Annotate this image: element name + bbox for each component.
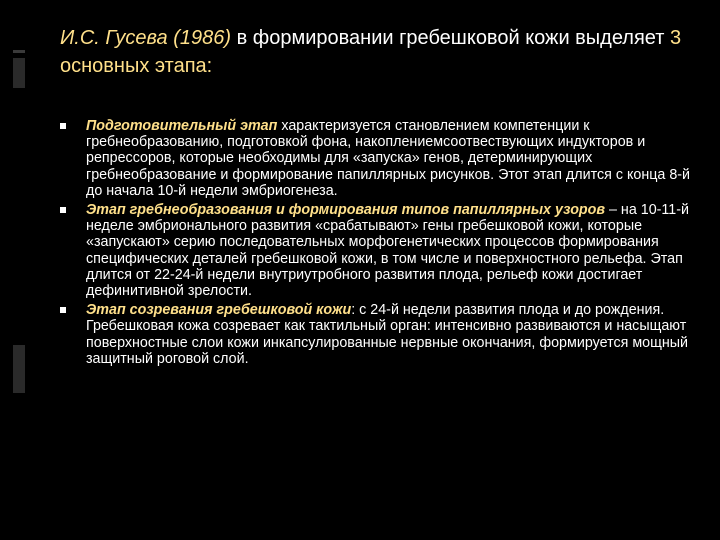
square-bullet-icon	[60, 307, 66, 313]
item-text: – на 10-11-й неделе эмбрионального развития «срабатывают» гены гребешковой кожи, которые «запускают» серию последовательных морфогенетических процессов формирования специфических деталей гребешковой кожи, в том числе и поверхностного рельефа. Этап длится от 22-24-й недели внутриутробного развития плода, рельеф кожи достигает дефинитивной зрелости.	[86, 202, 689, 300]
square-bullet-icon	[60, 207, 66, 213]
list-item-maturation-stage	[60, 302, 700, 367]
list-item-preparatory-stage	[60, 118, 700, 199]
decorative-lines-bottom	[13, 345, 25, 395]
square-bullet-icon	[60, 123, 66, 129]
decorative-lines-top	[13, 50, 25, 90]
bullet-list	[60, 118, 700, 370]
item-text: : с 24-й недели развития плода и до рождения. Гребешковая кожа созревает как тактильный орган: интенсивно развиваются и насыщают поверхностные слои кожи инкапсулированные нервные окончания, формируется мощный защитный роговой слой.	[86, 302, 689, 367]
list-item-ridge-formation-stage	[60, 202, 700, 299]
item-heading: Этап гребнеобразования и формирования типов папиллярных узоров	[86, 202, 606, 219]
title-text-part-1: в формировании гребешковой кожи выделяет	[231, 27, 670, 49]
title-stage-count: 3	[669, 27, 682, 49]
title-author: И.С. Гусева (1986)	[60, 27, 232, 49]
item-heading: Этап созревания гребешковой кожи	[86, 302, 352, 319]
slide-title	[60, 24, 700, 80]
item-heading: Подготовительный этап	[86, 118, 278, 134]
item-text: характеризуется становлением компетенции к гребнеобразованию, подготовкой фона, накоплениемсоотвествующих индукторов и репрессоров, которые необходимы для «запуска» генов, детерминирующих гребнеобразование и формирование папиллярных рисунков. Этот этап длится с конца 8-й до начала 10-й недели эмбриогенеза.	[86, 118, 691, 199]
title-text-part-2: основных этапа:	[60, 55, 213, 77]
